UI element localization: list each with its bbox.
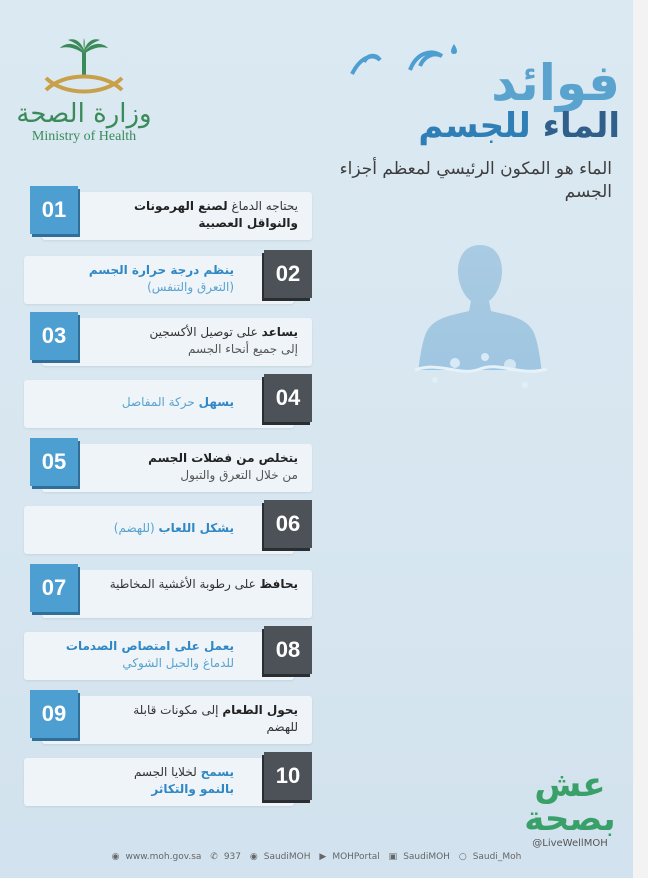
item-card	[42, 444, 312, 492]
item-bold: لصنع الهرمونات والنواقل العصبية	[133, 199, 298, 230]
item-number-box: 04	[264, 374, 312, 422]
item-plain: على رطوبة الأغشية المخاطية	[109, 577, 256, 591]
item-plain: إلى مكونات قابلة للهضم	[133, 703, 298, 734]
item-bold: يحافظ	[259, 577, 298, 591]
item-sub: من خلال التعرق والتبول	[180, 468, 298, 482]
list-item-05	[24, 444, 312, 492]
youtube-icon: ▶	[319, 852, 327, 862]
item-sub: بالنمو والتكاثر	[151, 782, 234, 796]
instagram-icon: ▣	[388, 852, 398, 862]
item-card	[24, 758, 294, 806]
item-plain: يحتاجه الدماغ	[231, 199, 298, 213]
list-item-09	[24, 696, 312, 744]
phone-icon: ✆	[210, 852, 218, 862]
item-number-box: 03	[30, 312, 78, 360]
item-number-box: 02	[264, 250, 312, 298]
footer-contacts	[0, 852, 633, 862]
item-sub: (التعرق والتنفس)	[147, 280, 234, 294]
title-block	[330, 40, 620, 150]
item-bold: يحول الطعام	[222, 703, 298, 717]
item-card	[24, 256, 294, 304]
title-line-2	[418, 106, 620, 146]
footer-instagram[interactable]: SaudiMOH	[403, 852, 450, 862]
water-splash-icon	[350, 40, 460, 80]
item-number-box: 07	[30, 564, 78, 612]
item-card	[42, 318, 312, 366]
item-sub: حركة المفاصل	[121, 395, 195, 409]
footer-snapchat[interactable]: Saudi_Moh	[472, 852, 522, 862]
item-bold: يعمل على امتصاص الصدمات	[65, 639, 234, 653]
item-text	[104, 576, 298, 593]
item-text	[34, 262, 234, 296]
item-text	[104, 450, 298, 484]
list-item-10	[24, 758, 312, 806]
title-line-1: فوائد	[491, 54, 620, 112]
footer-website[interactable]: www.moh.gov.sa	[125, 852, 202, 862]
item-text	[34, 394, 234, 411]
item-bold: يسهل	[198, 395, 234, 409]
item-number-box: 06	[264, 500, 312, 548]
footer-youtube[interactable]: MOHPortal	[332, 852, 380, 862]
item-text	[104, 198, 298, 232]
item-bold: يتخلص من فضلات الجسم	[148, 451, 298, 465]
list-item-01	[24, 192, 312, 240]
list-item-07	[24, 570, 312, 618]
subtitle: الماء هو المكون الرئيسي لمعظم أجزاء الجسم	[339, 159, 612, 202]
title-accent: الماء	[542, 106, 620, 146]
item-card	[24, 506, 294, 554]
globe-icon: ◉	[111, 852, 120, 862]
list-item-03	[24, 318, 312, 366]
item-number-box: 05	[30, 438, 78, 486]
item-card	[42, 192, 312, 240]
moh-logo-arabic: وزارة الصحة	[16, 99, 152, 129]
item-number-box: 01	[30, 186, 78, 234]
footer-phone[interactable]: 937	[223, 852, 242, 862]
moh-logo-english: Ministry of Health	[31, 128, 137, 144]
list-item-02	[24, 256, 312, 304]
list-item-08	[24, 632, 312, 680]
item-sub: للدماغ والحبل الشوكي	[122, 656, 234, 670]
item-card	[42, 570, 312, 618]
item-card	[24, 380, 294, 428]
title-rest: للجسم	[418, 106, 531, 146]
item-text	[104, 702, 298, 736]
item-number-box: 09	[30, 690, 78, 738]
item-text	[104, 324, 298, 358]
item-text	[34, 520, 234, 537]
human-body-water-illustration	[395, 245, 565, 845]
item-bold: يساعد	[261, 325, 298, 339]
item-text	[34, 764, 234, 798]
list-item-04	[24, 380, 312, 428]
snapchat-icon: ○	[458, 852, 467, 862]
item-plain: على توصيل الأكسجين	[149, 325, 258, 339]
item-bold: يشكل اللعاب	[158, 521, 234, 535]
twitter-icon: ◉	[249, 852, 258, 862]
palm-swords-icon	[36, 38, 132, 98]
item-bold: ينظم درجة حرارة الجسم	[88, 263, 234, 277]
live-well-logo	[510, 765, 630, 849]
live-well-tag: @LiveWellMOH	[532, 838, 608, 849]
item-bold: يسمح	[200, 765, 234, 779]
item-card	[24, 632, 294, 680]
item-card	[42, 696, 312, 744]
item-sub: إلى جميع أنحاء الجسم	[188, 342, 298, 356]
item-plain: لخلايا الجسم	[133, 765, 197, 779]
item-number-box: 08	[264, 626, 312, 674]
item-sub: (للهضم)	[113, 521, 155, 535]
item-number-box: 10	[264, 752, 312, 800]
page-edge	[633, 0, 648, 878]
list-item-06	[24, 506, 312, 554]
footer-twitter[interactable]: SaudiMOH	[263, 852, 311, 862]
live-well-arabic: عش بصحة	[524, 765, 616, 839]
moh-logo	[14, 38, 154, 158]
item-text	[34, 638, 234, 672]
